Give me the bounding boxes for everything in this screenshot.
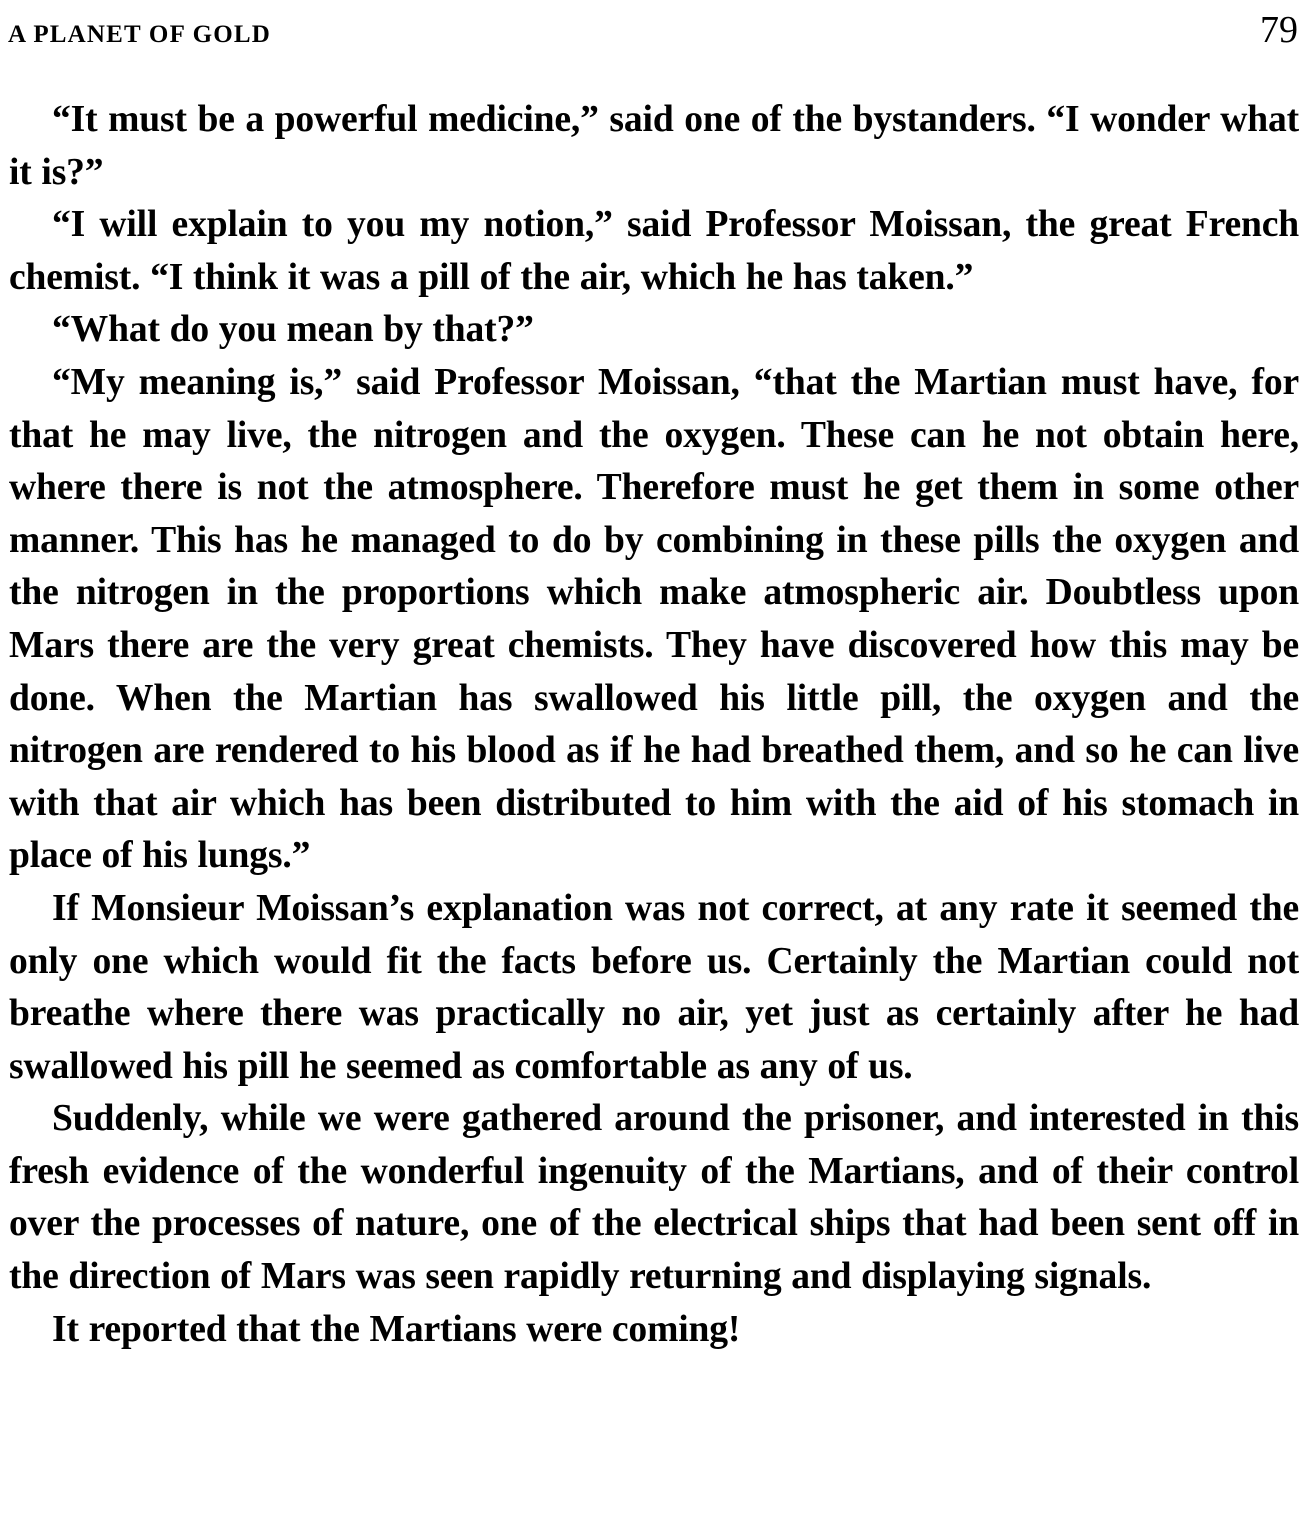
running-title: A PLANET OF GOLD — [8, 21, 271, 48]
paragraph-bystander-remark: “It must be a powerful medicine,” said one of the bystanders. “I wonder what it is?” — [9, 99, 1299, 193]
paragraph-moissan-explanation: “My meaning is,” said Professor Moissan, “that the Martian must have, for that he may live, the nitrogen and the oxygen. These can he not obtain here, where there is not the atmosphere. Therefore must he get them in some other manner. This has he managed to do by combining in these pills the oxygen and the nitrogen in the proportions which make atmospheric air. Doubtless upon Mars there are the very great chemists. They have discovered how this may be done. When the Martian has swallowed his little pill, the oxygen and the nitrogen are rendered to his blood as if he had breathed them, and so he can live with that air which has been distributed to him with the aid of his stomach in place of his lungs.” — [9, 361, 1299, 877]
paragraph-narrator-comment: If Monsieur Moissan’s explanation was not correct, at any rate it seemed the only one which would fit the facts before us. Certainly the Martian could not breathe where there was practically no air, yet just as certainly after he had swallowed his pill he seemed as comfortable as any of us. — [9, 887, 1299, 1087]
page-number: 79 — [1260, 9, 1298, 51]
paragraph-ship-returning: Suddenly, while we were gathered around the prisoner, and interested in this fresh evidence of the wonderful ingenuity of the Martians, and of their control over the processes of nature, one of the electrical ships that had been sent off in the direction of Mars was seen rapidly returning and displaying signals. — [9, 1098, 1299, 1298]
body-text — [9, 94, 1299, 1356]
paragraph-martians-coming: It reported that the Martians were coming! — [52, 1308, 741, 1350]
paragraph-moissan-notion: “I will explain to you my notion,” said Professor Moissan, the great French chemist. “I think it was a pill of the air, which he has taken.” — [9, 204, 1299, 298]
paragraph-question: “What do you mean by that?” — [52, 309, 534, 351]
running-head — [8, 8, 1300, 58]
